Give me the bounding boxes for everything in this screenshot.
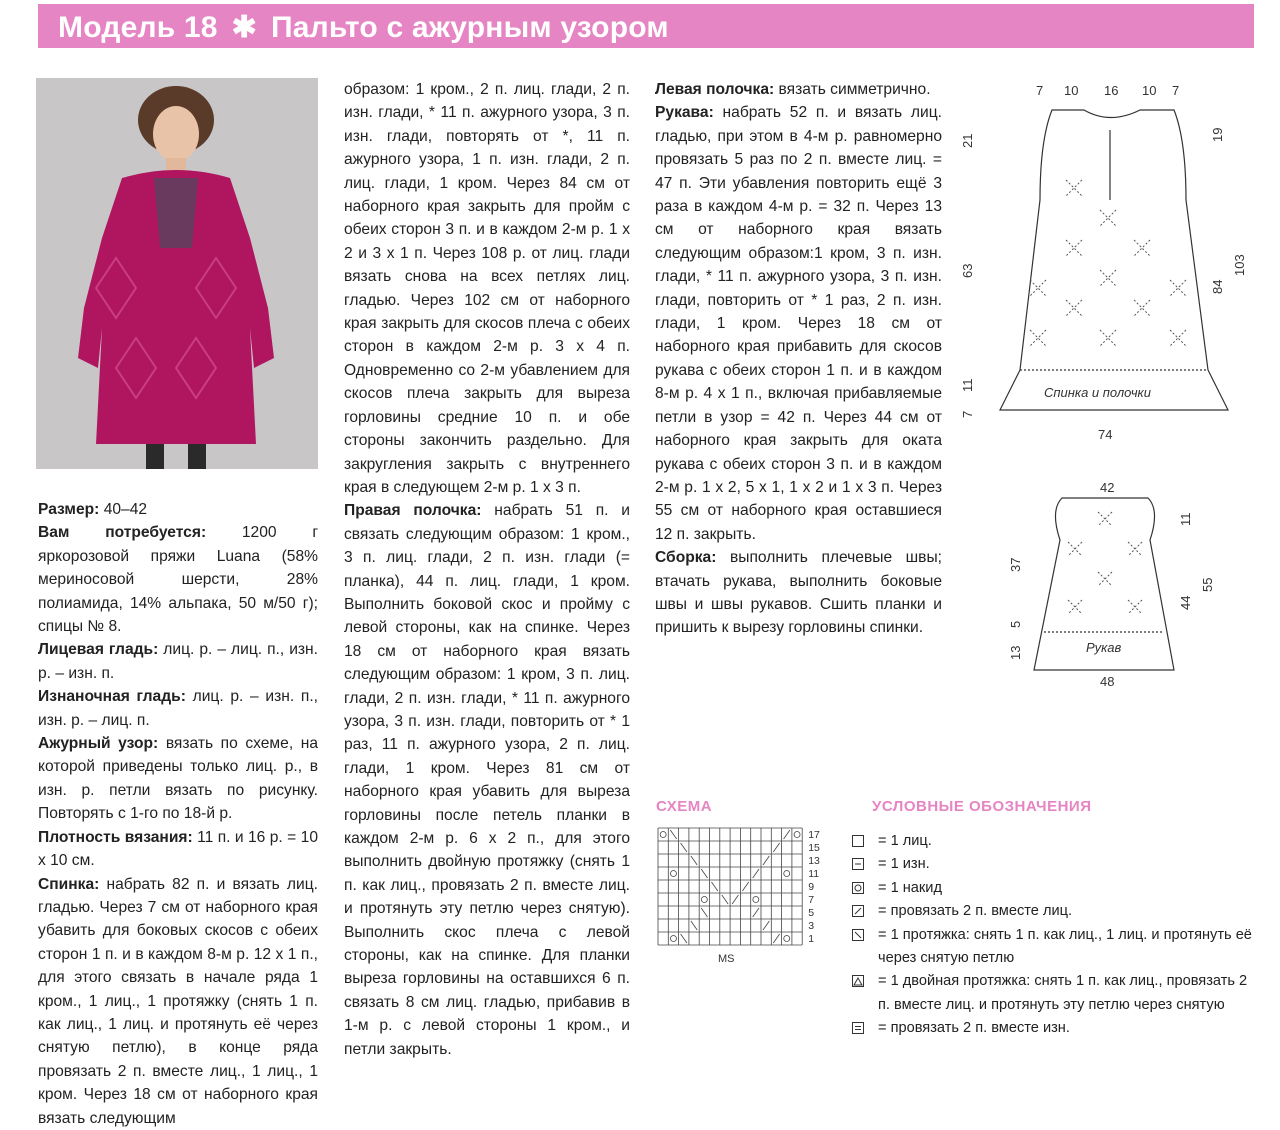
sleeve-lace-marks — [1068, 512, 1142, 614]
legend-item: = провязать 2 п. вместе изн. — [852, 1017, 1257, 1040]
back-lace-marks — [1030, 180, 1186, 346]
materials-paragraph: Вам потребуется: 1200 г яркорозовой пряжи Luana (58% мериносовой шерсти, 28% полиамида, 14% альпака, 50 м/50 г); спицы № 8. — [38, 524, 319, 636]
gauge-paragraph: Плотность вязания: 11 п. и 16 р. = 10 х 10 см. — [38, 828, 318, 870]
chart-row-number: 1 — [808, 933, 815, 945]
svg-text:10: 10 — [1142, 83, 1157, 98]
sleeves-paragraph: Рукава: набрать 52 п. и вязать лиц. гладью, при этом в 4-м р. равномерно провязать 5 раз по 2 п. вместе лиц. = 47 п. Эти убавления повторить ещё 3 раза в каждом 4-м р. = 32 п. Через 13 см от наборного края вязать следующим образом:1 кром, 3 п. изн. глади, * 11 п. ажурного узора, 3 п. изн. глади, повторить от * 1 раз, 2 п. изн. глади, 1 кром. Через 18 см от наборного края прибавить для скосов рукава с обеих сторон 1 п. и в каждом 8-м р. 4 х 1 п., включая прибавляемые петли в узор = 42 п. Через 44 см от наборного края закрыть для оката рукава с обеих сторон 3 п. и в каждом 2-м р. 1 х 2, 5 х 1, 1 х 2 и 1 х 3 п. Через 55 см от наборного края оставшиеся 12 п. закрыть. — [655, 104, 942, 543]
back-schematic — [1000, 110, 1228, 410]
legend-item: = 1 накид — [852, 877, 1257, 900]
svg-text:5: 5 — [1008, 620, 1023, 628]
model-photo — [36, 78, 318, 469]
title-banner — [38, 4, 1254, 48]
back-label: Спинка и полочки — [1044, 385, 1151, 400]
text-column-2 — [344, 78, 630, 1061]
svg-text:7: 7 — [1172, 83, 1180, 98]
svg-text:103: 103 — [1232, 254, 1247, 276]
svg-text:21: 21 — [960, 133, 975, 148]
legend-item: = 1 изн. — [852, 853, 1257, 876]
svg-text:55: 55 — [1200, 577, 1215, 592]
right-front-paragraph: Правая полочка: набрать 51 п. и связать следующим образом: 1 кром., 3 п. лиц. глади, 2 п. изн. глади (= планка), 44 п. лиц. глади, 1 кром. Выполнить боковой скос и пройму с левой стороны, как на спинке. Через 18 см от наборного края вязать следующим образом: 1 кром, 3 п. лиц. глади, 2 п. изн. глади, * 11 п. ажурного узора, 3 п. изн. глади, повторить от * 1 раз, 11 п. ажурного узора, 2 п. лиц. глади, 1 кром. Через 81 см от наборного края убавить для выреза горловины после петель планки в каждом 2-м р. 6 х 2 п., для этого выполнить двойную протяжку (снять 1 п. как лиц., провязать 2 п. вместе лиц. и протянуть эту петлю через снятую). Выполнить скос плеча с левой стороны, как на спинке. Для планки выреза горловины на оставшихся 6 п. связать 8 см лиц. гладью, прибавив в 1-м р. с левой стороны 1 кром., и петли закрыть. — [344, 502, 630, 1058]
legend-item: = 1 двойная протяжка: снять 1 п. как лиц., провязать 2 п. вместе лиц. и протянуть эту петлю через снятую — [852, 970, 1257, 1017]
page-title — [58, 10, 669, 45]
svg-text:16: 16 — [1104, 83, 1119, 98]
svg-text:84: 84 — [1210, 279, 1225, 294]
chart-footer: MS — [718, 953, 735, 965]
svg-text:7: 7 — [1036, 83, 1044, 98]
model-number: Модель 18 — [58, 11, 218, 44]
backslash-square-icon — [852, 929, 864, 941]
chart-row-number: 5 — [808, 907, 815, 919]
svg-text:42: 42 — [1100, 480, 1115, 495]
chart-row-number: 3 — [808, 920, 815, 932]
legend-caption: УСЛОВНЫЕ ОБОЗНАЧЕНИЯ — [872, 798, 1092, 815]
chart-row-number: 17 — [808, 829, 820, 841]
left-front-paragraph: Левая полочка: вязать симметрично. — [655, 81, 931, 98]
sleeve-label: Рукав — [1086, 640, 1122, 655]
svg-text:63: 63 — [960, 263, 975, 278]
size-paragraph: Размер: 40–42 — [38, 501, 148, 518]
chart-row-number: 13 — [808, 855, 820, 867]
stockinette-paragraph: Лицевая гладь: лиц. р. – лиц. п., изн. р. – изн. п. — [38, 641, 318, 682]
text-column-1 — [38, 498, 318, 1130]
empty-square-icon — [852, 835, 864, 847]
coat-illustration — [36, 78, 318, 469]
assembly-paragraph: Сборка: выполнить плечевые швы; втачать рукава, выполнить боковые швы и швы рукавов. Сшить планки и пришить к вырезу горловины спинки. — [655, 549, 942, 637]
legend-item: = провязать 2 п. вместе лиц. — [852, 900, 1257, 923]
svg-text:44: 44 — [1178, 595, 1193, 610]
legend-item: = 1 протяжка: снять 1 п. как лиц., 1 лиц. и протянуть её через снятую петлю — [852, 924, 1257, 971]
svg-text:37: 37 — [1008, 557, 1023, 572]
svg-text:48: 48 — [1100, 674, 1115, 689]
model-title: Пальто с ажурным узором — [271, 11, 669, 44]
back-paragraph: Спинка: набрать 82 п. и вязать лиц. гладью. Через 7 см от наборного края убавить для боковых скосов с обеих сторон 1 п. и в каждом 8-м р. 12 х 1 п., для этого связать в начале ряда 1 кром., 1 лиц., 1 протяжку (снять 1 п. как лиц., 1 лиц. и протянуть её через снятую петлю), в конце ряда провязать 2 п. вместе лиц., 1 лиц., 1 кром. Через 18 см от наборного края вязать следующим — [38, 875, 318, 1127]
back-continued-paragraph: образом: 1 кром., 2 п. лиц. глади, 2 п. изн. глади, * 11 п. ажурного узора, 3 п. изн. глади, повторять от *, 11 п. ажурного узора, 1 п. изн. глади, 2 п. лиц. глади, 1 кром. Через 84 см от наборного края закрыть для пройм с обеих сторон 3 п. и в каждом 2-м р. 1 х 2 и 3 х 1 п. Через 108 р. от лиц. глади вязать снова на всех петлях лиц. гладью. Через 102 см от наборного края закрыть для скосов плеча с обеих сторон в каждом 2-м р. 3 х 4 п. Одновременно со 2-м убавлением для скосов плеча закрыть для выреза горловины средние 10 п. и обе стороны закончить раздельно. Для закругления закрыть с внутреннего края в следующем 2-м р. 1 х 3 п. — [344, 81, 630, 496]
triangle-square-icon — [852, 975, 864, 987]
svg-text:7: 7 — [960, 410, 975, 418]
chart-row-number: 9 — [808, 881, 815, 893]
pattern-schematics — [960, 80, 1260, 700]
svg-text:10: 10 — [1064, 83, 1079, 98]
text-column-3 — [655, 78, 942, 640]
lace-chart — [656, 826, 846, 976]
slash-square-icon — [852, 905, 864, 917]
dash-square-icon — [852, 858, 864, 870]
lace-pattern-paragraph: Ажурный узор: вязать по схеме, на которой приведены только лиц. р., в изн. р. петли вязать по рисунку. Повторять с 1-го по 18-й р. — [38, 735, 318, 823]
circle-square-icon — [852, 882, 864, 894]
svg-text:19: 19 — [1210, 127, 1225, 142]
chart-row-number: 7 — [808, 894, 815, 906]
svg-text:74: 74 — [1098, 427, 1113, 442]
chart-row-number: 15 — [808, 842, 820, 854]
svg-text:11: 11 — [960, 378, 975, 392]
chart-row-number: 11 — [808, 868, 820, 880]
legend — [852, 830, 1257, 1041]
double-dash-square-icon — [852, 1022, 864, 1034]
star-icon: ✱ — [231, 11, 257, 44]
svg-text:11: 11 — [1178, 512, 1193, 526]
reverse-stockinette-paragraph: Изнаночная гладь: лиц. р. – изн. п., изн. р. – лиц. п. — [38, 688, 319, 729]
legend-item: = 1 лиц. — [852, 830, 1257, 853]
chart-caption: СХЕМА — [656, 798, 713, 815]
svg-text:13: 13 — [1008, 645, 1023, 660]
